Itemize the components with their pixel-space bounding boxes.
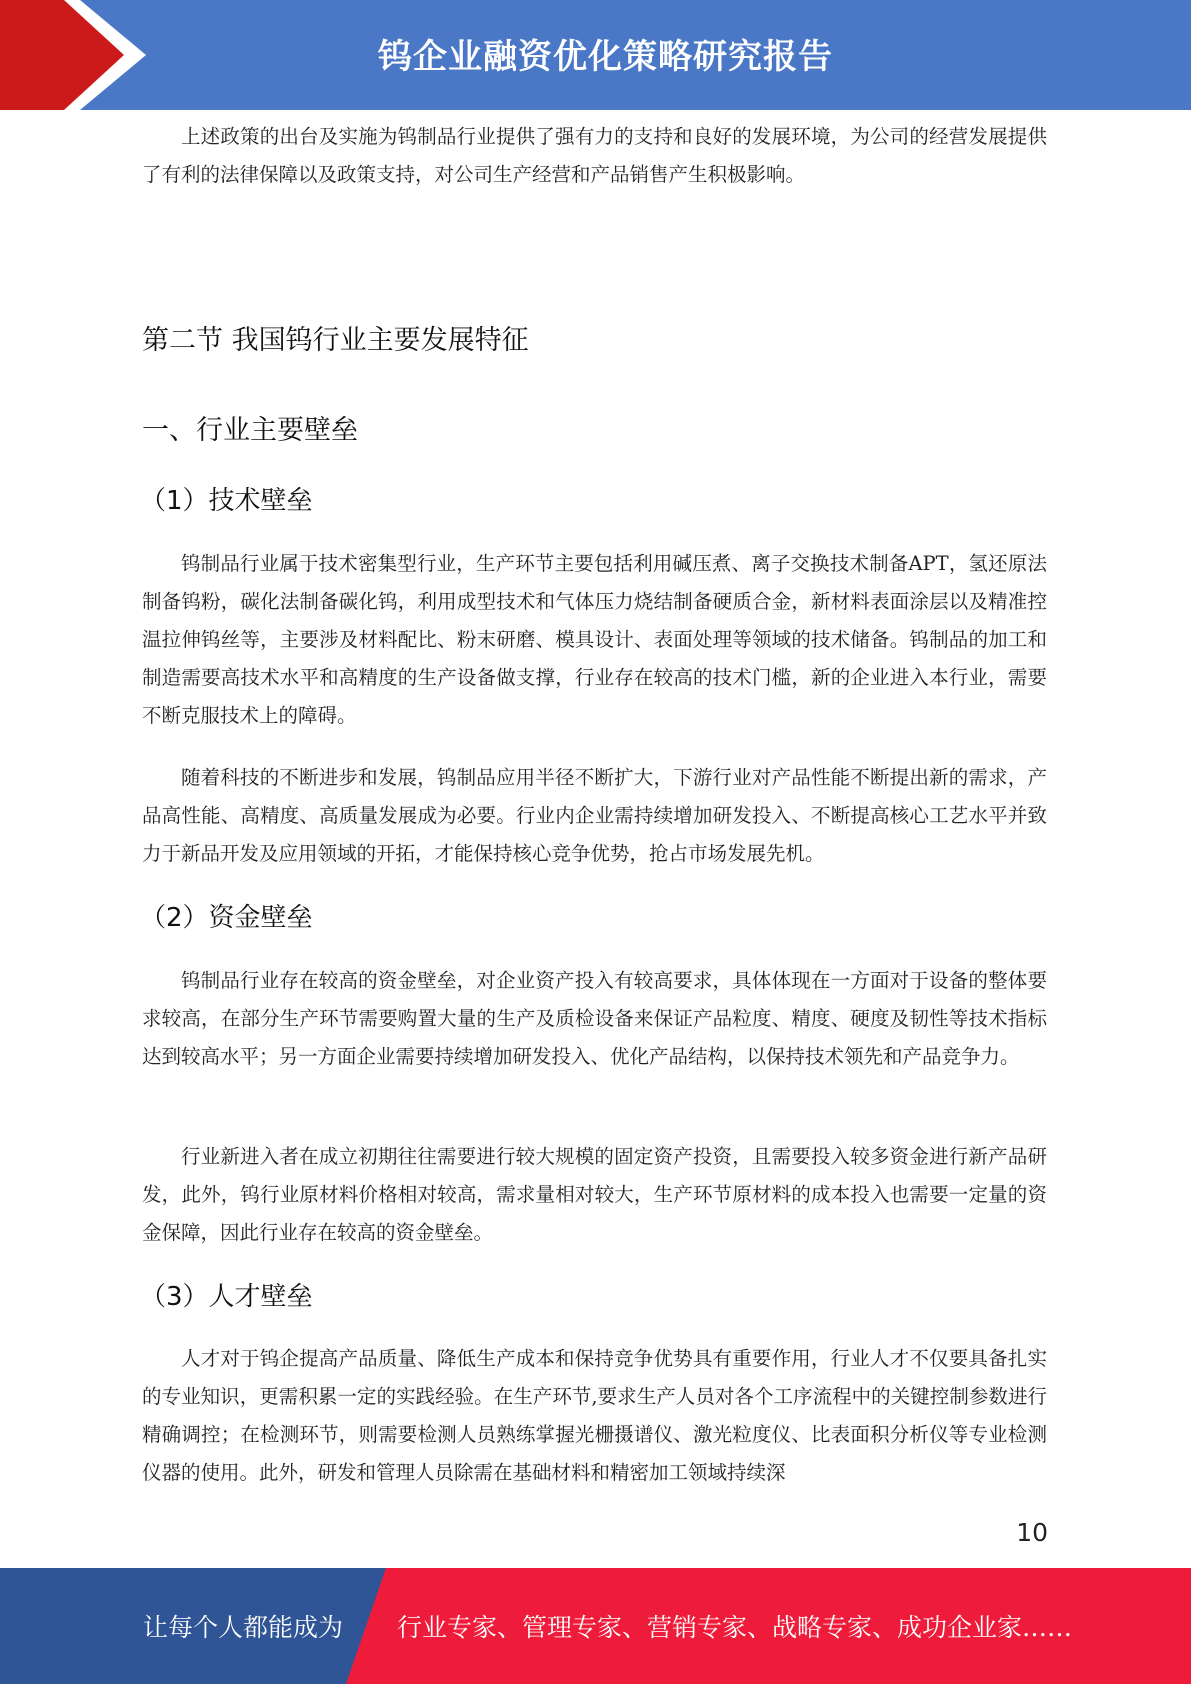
section-heading: 第二节 我国钨行业主要发展特征 xyxy=(142,325,529,356)
item-heading-talent-barrier: （3）人才壁垒 xyxy=(140,1282,313,1312)
paragraph-capital-barrier-2: 行业新进入者在成立初期往往需要进行较大规模的固定资产投资，且需要投入较多资金进行新产品研发，此外，钨行业原材料价格相对较高，需求量相对较大，生产环节原材料的成本投入也需要一定量的资金保障，因此行业存在较高的资金壁垒。 xyxy=(142,1145,1047,1244)
footer-slogan-left: 让每个人都能成为 xyxy=(143,1613,344,1642)
page-header xyxy=(0,0,1191,110)
page-number: 10 xyxy=(1016,1518,1048,1547)
paragraph-tech-barrier-2: 随着科技的不断进步和发展，钨制品应用半径不断扩大，下游行业对产品性能不断提出新的需求，产品高性能、高精度、高质量发展成为必要。行业内企业需持续增加研发投入、不断提高核心工艺水平并致力于新品开发及应用领域的开拓，才能保持核心竞争优势，抢占市场发展先机。 xyxy=(142,766,1047,865)
intro-paragraph: 上述政策的出台及实施为钨制品行业提供了强有力的支持和良好的发展环境，为公司的经营发展提供了有利的法律保障以及政策支持，对公司生产经营和产品销售产生积极影响。 xyxy=(142,125,1047,186)
footer-slogan-right: 行业专家、管理专家、营销专家、战略专家、成功企业家…… xyxy=(397,1613,1073,1642)
page-footer xyxy=(0,1568,1191,1684)
subsection-heading: 一、行业主要壁垒 xyxy=(142,415,358,446)
item-heading-capital-barrier: （2）资金壁垒 xyxy=(140,903,313,933)
report-title: 钨企业融资优化策略研究报告 xyxy=(378,36,833,77)
paragraph-talent-barrier-1: 人才对于钨企提高产品质量、降低生产成本和保持竞争优势具有重要作用，行业人才不仅要具备扎实的专业知识，更需积累一定的实践经验。在生产环节,要求生产人员对各个工序流程中的关键控制参数进行精确调控；在检测环节，则需要检测人员熟练掌握光栅摄谱仪、激光粒度仪、比表面积分析仪等专业检测仪器的使用。此外，研发和管理人员除需在基础材料和精密加工领域持续深 xyxy=(142,1347,1047,1484)
paragraph-tech-barrier-1: 钨制品行业属于技术密集型行业，生产环节主要包括利用碱压煮、离子交换技术制备APT，氢还原法制备钨粉，碳化法制备碳化钨，利用成型技术和气体压力烧结制备硬质合金，新材料表面涂层以及精准控温拉伸钨丝等，主要涉及材料配比、粉末研磨、模具设计、表面处理等领域的技术储备。钨制品的加工和制造需要高技术水平和高精度的生产设备做支撑，行业存在较高的技术门槛，新的企业进入本行业，需要不断克服技术上的障碍。 xyxy=(142,552,1047,727)
paragraph-capital-barrier-1: 钨制品行业存在较高的资金壁垒，对企业资产投入有较高要求，具体体现在一方面对于设备的整体要求较高，在部分生产环节需要购置大量的生产及质检设备来保证产品粒度、精度、硬度及韧性等技术指标达到较高水平；另一方面企业需要持续增加研发投入、优化产品结构，以保持技术领先和产品竞争力。 xyxy=(142,969,1047,1068)
item-heading-tech-barrier: （1）技术壁垒 xyxy=(140,486,313,516)
